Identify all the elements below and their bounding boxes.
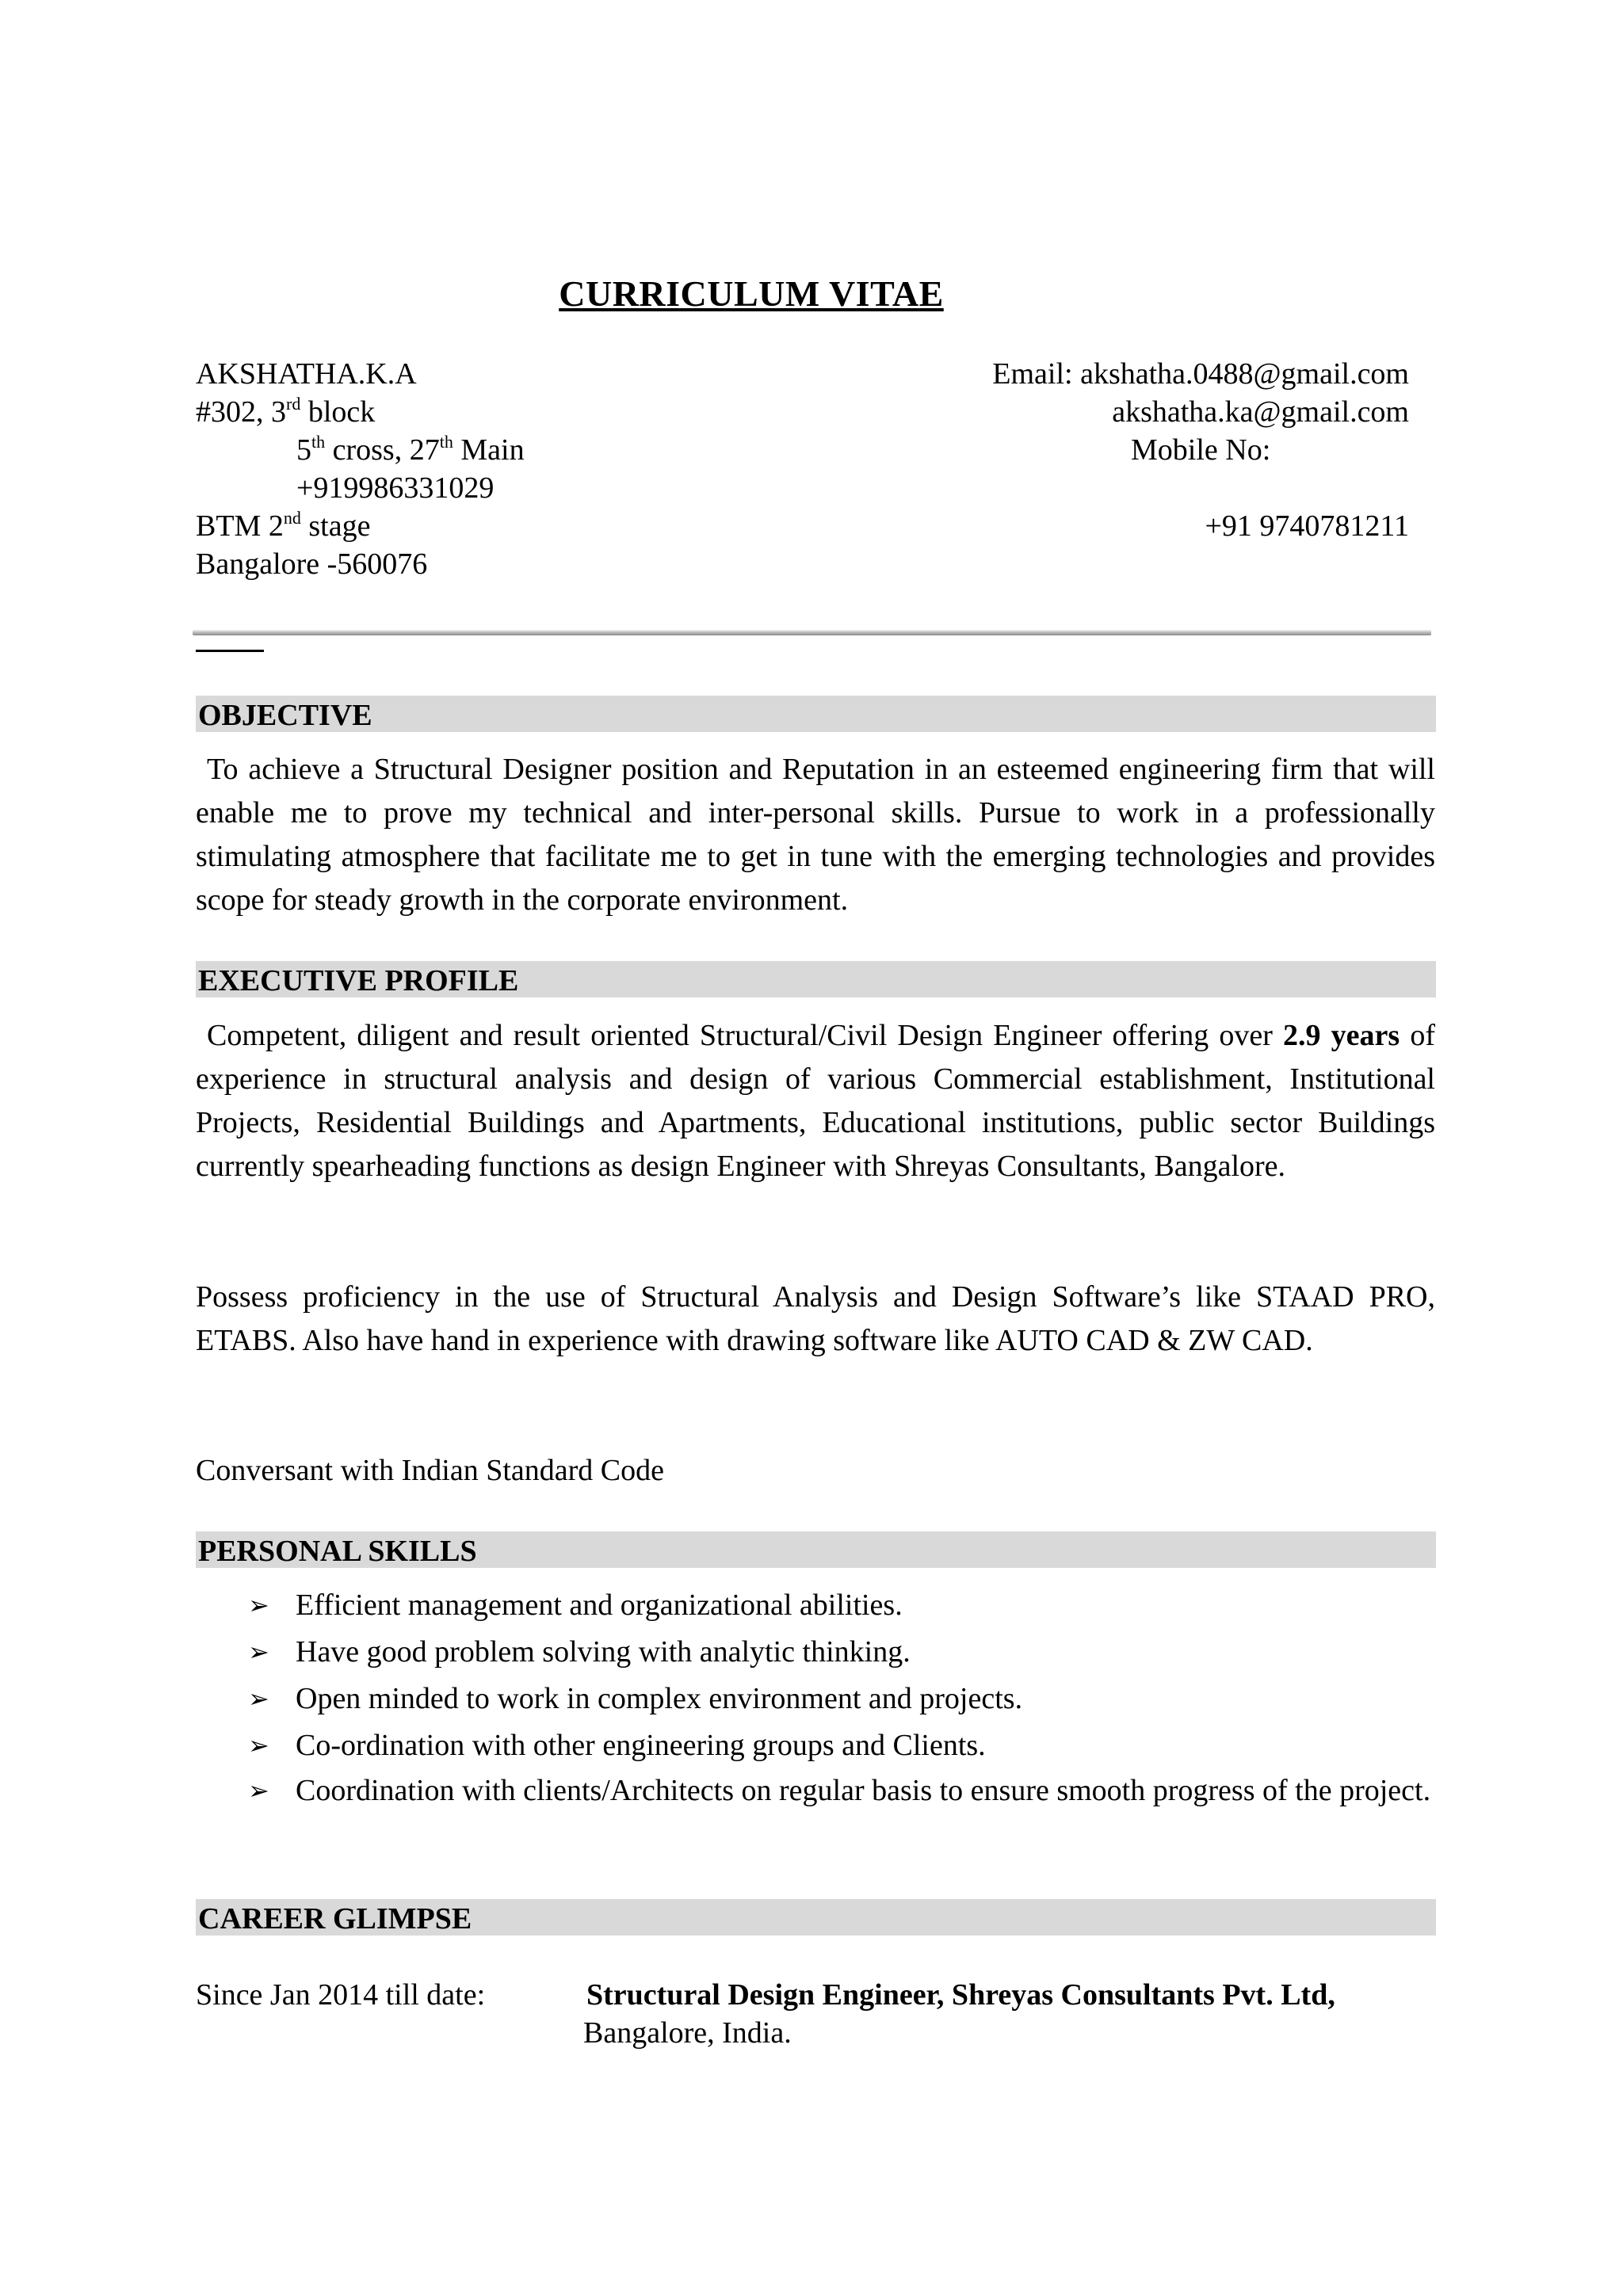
address-line-4: Bangalore -560076 xyxy=(196,547,428,581)
arrowhead-bullet-icon: ➢ xyxy=(248,1637,269,1667)
section-heading-career-glimpse: CAREER GLIMPSE xyxy=(196,1899,1436,1936)
executive-profile-paragraph-2: Possess proficiency in the use of Structural Analysis and Design Software’s like STAAD PRO, ETABS. Also have hand in experience with drawing software like AUTO CAD & ZW CAD. xyxy=(196,1280,1435,1357)
divider-stub xyxy=(196,650,264,652)
arrowhead-bullet-icon: ➢ xyxy=(248,1775,269,1806)
list-item: ➢ Co-ordination with other engineering groups and Clients. xyxy=(196,1722,1435,1769)
page-title: CURRICULUM VITAE xyxy=(559,273,944,314)
list-item: ➢ Coordination with clients/Architects on regular basis to ensure smooth progress of the project. xyxy=(196,1769,1435,1813)
executive-profile-paragraph-3: Conversant with Indian Standard Code xyxy=(196,1454,665,1487)
email-line-1: Email: akshatha.0488@gmail.com xyxy=(992,357,1409,391)
career-location: Bangalore, India. xyxy=(583,2016,792,2050)
career-period: Since Jan 2014 till date: xyxy=(196,1978,486,2012)
address-line-3: BTM 2nd stage xyxy=(196,508,371,543)
list-item: ➢ Efficient management and organizational abilities. xyxy=(196,1582,1435,1629)
career-role: Structural Design Engineer, Shreyas Consultants Pvt. Ltd, xyxy=(586,1978,1335,2012)
list-item: ➢ Open minded to work in complex environment and projects. xyxy=(196,1676,1435,1722)
address-line-1: #302, 3rd block xyxy=(196,394,376,429)
candidate-name: AKSHATHA.K.A xyxy=(196,357,417,391)
mobile-number-2: +91 9740781211 xyxy=(1205,509,1409,543)
mobile-label: Mobile No: xyxy=(1131,433,1271,467)
section-heading-executive-profile: EXECUTIVE PROFILE xyxy=(196,961,1436,997)
email-line-2: akshatha.ka@gmail.com xyxy=(1112,395,1409,429)
arrowhead-bullet-icon: ➢ xyxy=(248,1590,269,1620)
personal-skills-list xyxy=(196,1582,1435,1813)
header-divider xyxy=(193,630,1431,635)
arrowhead-bullet-icon: ➢ xyxy=(248,1684,269,1714)
section-heading-objective: OBJECTIVE xyxy=(196,696,1436,732)
section-heading-personal-skills: PERSONAL SKILLS xyxy=(196,1531,1436,1568)
list-item: ➢ Have good problem solving with analytic thinking. xyxy=(196,1629,1435,1676)
objective-text: To achieve a Structural Designer position and Reputation in an esteemed engineering firm that will enable me to prove my technical and inter-personal skills. Pursue to work in a professionally stimulating atmosphere that facilitate me to get in tune with the emerging technologies and provides scope for steady growth in the corporate environment. xyxy=(196,753,1435,917)
address-line-2: 5th cross, 27th Main xyxy=(296,432,525,467)
arrowhead-bullet-icon: ➢ xyxy=(248,1730,269,1760)
mobile-number-1: +919986331029 xyxy=(296,471,495,505)
executive-profile-paragraph-1: Competent, diligent and result oriented Structural/Civil Design Engineer offering over 2.9 years of experience in structural analysis and design of various Commercial establishment, Institutional Projects, Residential Buildings and Apartments, Educational institutions, public sector Buildings currently spearheading functions as design Engineer with Shreyas Consultants, Bangalore. xyxy=(196,1019,1435,1183)
